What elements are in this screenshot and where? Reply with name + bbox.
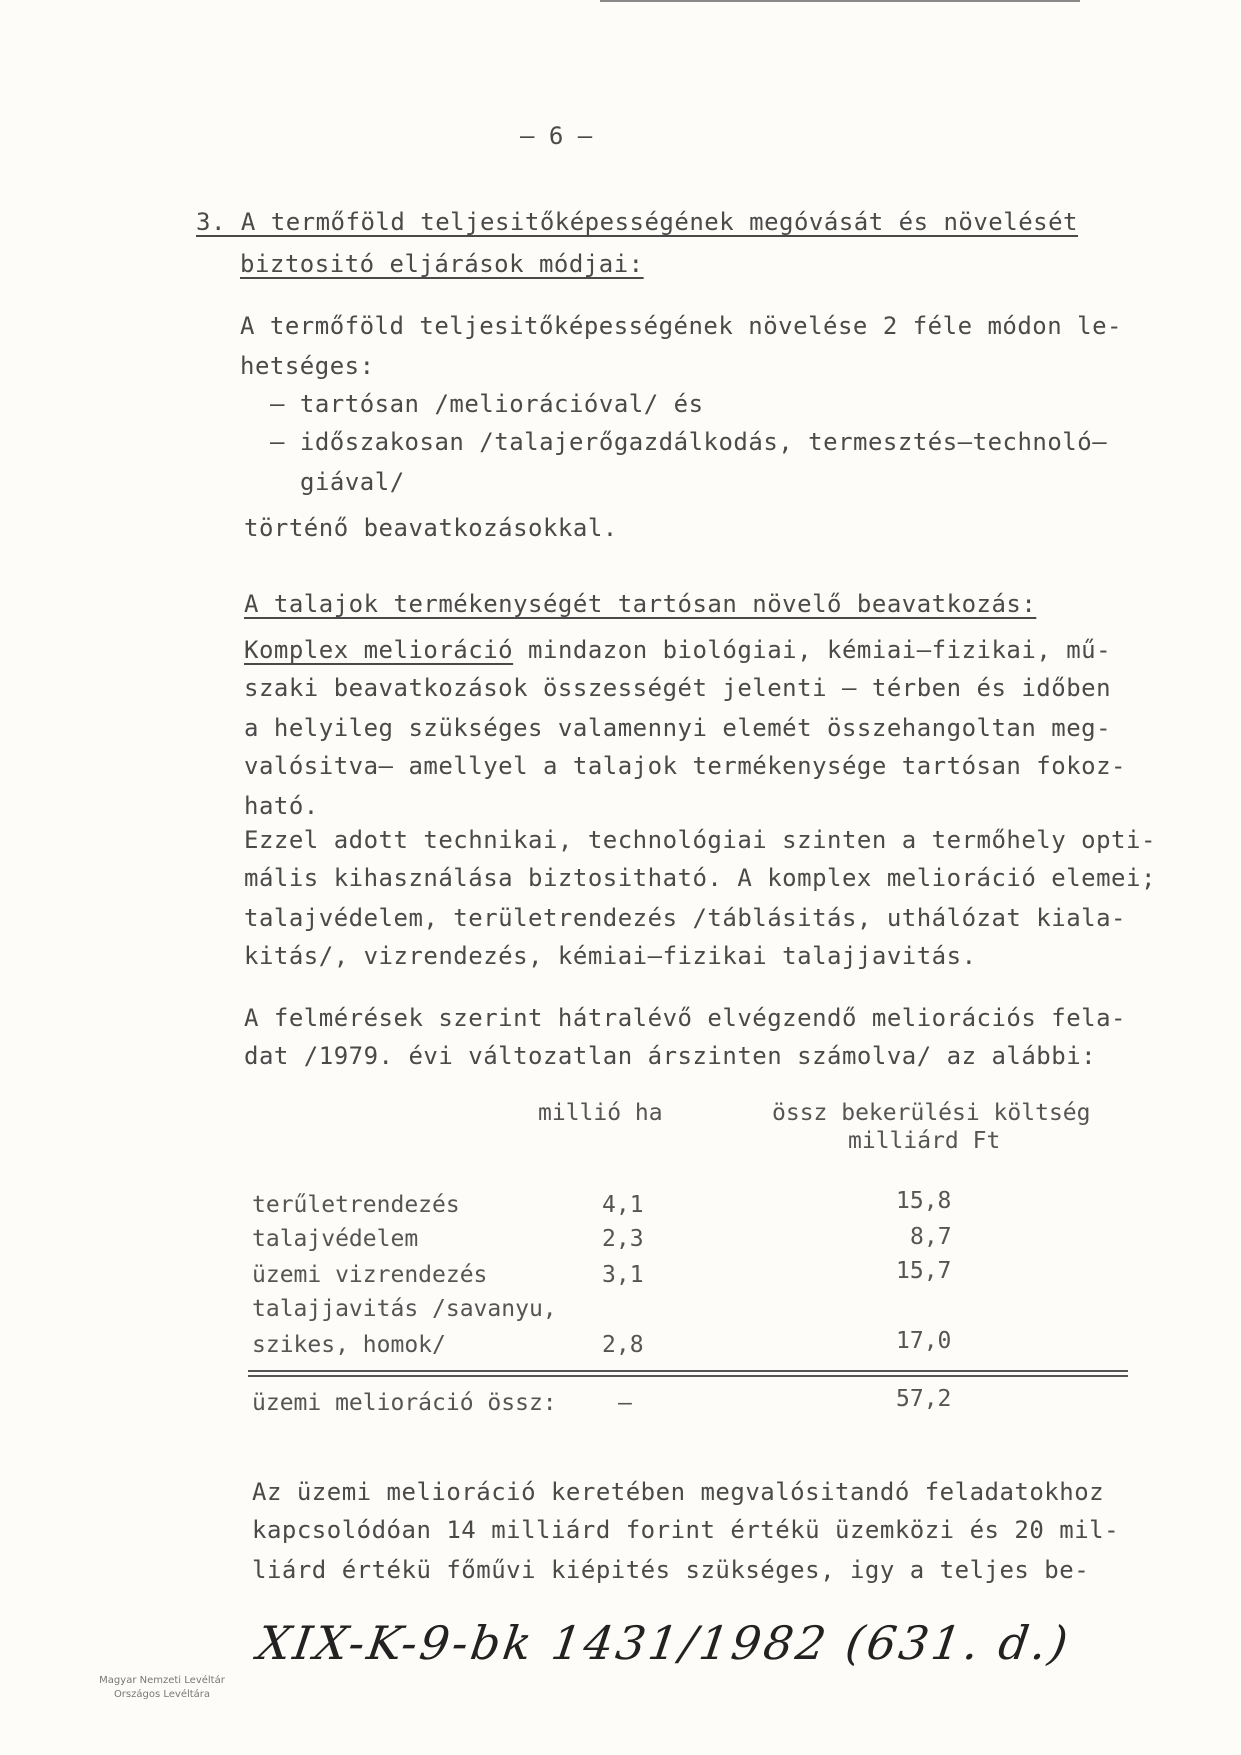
col-header-million-ha: millió ha	[538, 1100, 663, 1126]
page-number: – 6 –	[520, 122, 593, 150]
table-row-label: szikes, homok/	[252, 1332, 446, 1358]
intro-closing: történő beavatkozásokkal.	[244, 514, 618, 542]
table-total-label: üzemi melioráció össz:	[252, 1390, 557, 1416]
term-komplex-melioracio: Komplex melioráció	[244, 636, 514, 664]
table-row-cost: 15,8	[896, 1188, 952, 1214]
paragraph1-line2: szaki beavatkozások összességét jelenti – térben és időben	[244, 674, 1112, 702]
paragraph1-line1	[244, 636, 1111, 664]
table-row-label: talajjavitás /savanyu,	[252, 1296, 557, 1322]
table-row-label: talajvédelem	[252, 1226, 419, 1252]
table-total-cost: 57,2	[896, 1386, 952, 1412]
paragraph1-line6: Ezzel adott technikai, technológiai szinten a termőhely opti-	[244, 826, 1156, 854]
paragraph1-line5: ható.	[244, 792, 319, 820]
table-row-ha: 3,1	[602, 1262, 644, 1288]
paragraph2-line2: dat /1979. évi változatlan árszinten számolva/ az alábbi:	[244, 1042, 1097, 1070]
paragraph1-line7: mális kihasználása biztositható. A komplex melioráció elemei;	[244, 864, 1156, 892]
archive-stamp-line2: Országos Levéltára	[113, 1689, 211, 1700]
table-total-ha: –	[618, 1390, 632, 1416]
intro-bullet2-line2: giával/	[300, 468, 405, 496]
table-row-ha: 2,3	[602, 1226, 644, 1252]
paragraph1-line8: talajvédelem, területrendezés /táblásitás, uthálózat kiala-	[244, 904, 1127, 932]
top-edge-line	[600, 0, 1080, 2]
paragraph2-line1: A felmérések szerint hátralévő elvégzendő meliorációs fela-	[244, 1004, 1127, 1032]
table-rule-top	[248, 1370, 1128, 1372]
archive-stamp	[92, 1674, 232, 1702]
table-rule-bottom	[248, 1375, 1128, 1377]
intro-line1: A termőföld teljesitőképességének növelése 2 féle módon le-	[240, 312, 1123, 340]
table-row-label: terűletrendezés	[252, 1192, 460, 1218]
paragraph3-line3: liárd értékü főművi kiépités szükséges, igy a teljes be-	[252, 1556, 1090, 1584]
archive-stamp-line1: Magyar Nemzeti Levéltár	[99, 1675, 225, 1686]
table-row-cost: 8,7	[910, 1224, 952, 1250]
paragraph1-line1-rest: mindazon biológiai, kémiai–fizikai, mű-	[513, 636, 1112, 664]
table-row-label: üzemi vizrendezés	[252, 1262, 488, 1288]
subheading: A talajok termékenységét tartósan növelő beavatkozás:	[244, 590, 1037, 618]
table-row-ha: 4,1	[602, 1192, 644, 1218]
handwritten-reference: XIX-K-9-bk 1431/1982 (631. d.)	[254, 1616, 1074, 1670]
col-header-cost-line1: össz bekerülési költség	[772, 1100, 1091, 1126]
section-heading-line2: biztositó eljárások módjai:	[240, 250, 644, 278]
paragraph1-line3: a helyileg szükséges valamennyi elemét összehangoltan meg-	[244, 714, 1112, 742]
table-row-cost: 17,0	[896, 1328, 952, 1354]
paragraph3-line2: kapcsolódóan 14 milliárd forint értékü üzemközi és 20 mil-	[252, 1516, 1120, 1544]
intro-bullet2-line1: – időszakosan /talajerőgazdálkodás, termesztés–technoló–	[270, 428, 1108, 456]
table-row-cost: 15,7	[896, 1258, 952, 1284]
table-row-ha: 2,8	[602, 1332, 644, 1358]
intro-line2: hetséges:	[240, 352, 375, 380]
section-heading-line1: 3. A termőföld teljesitőképességének megóvását és növelését	[196, 208, 1079, 236]
paragraph1-line9: kitás/, vizrendezés, kémiai–fizikai talajjavitás.	[244, 942, 977, 970]
paragraph3-line1: Az üzemi melioráció keretében megvalósitandó feladatokhoz	[252, 1478, 1105, 1506]
col-header-cost-line2: milliárd Ft	[848, 1128, 1001, 1154]
paragraph1-line4: valósitva– amellyel a talajok termékenysége tartósan fokoz-	[244, 752, 1127, 780]
intro-bullet1: – tartósan /meliorációval/ és	[270, 390, 704, 418]
